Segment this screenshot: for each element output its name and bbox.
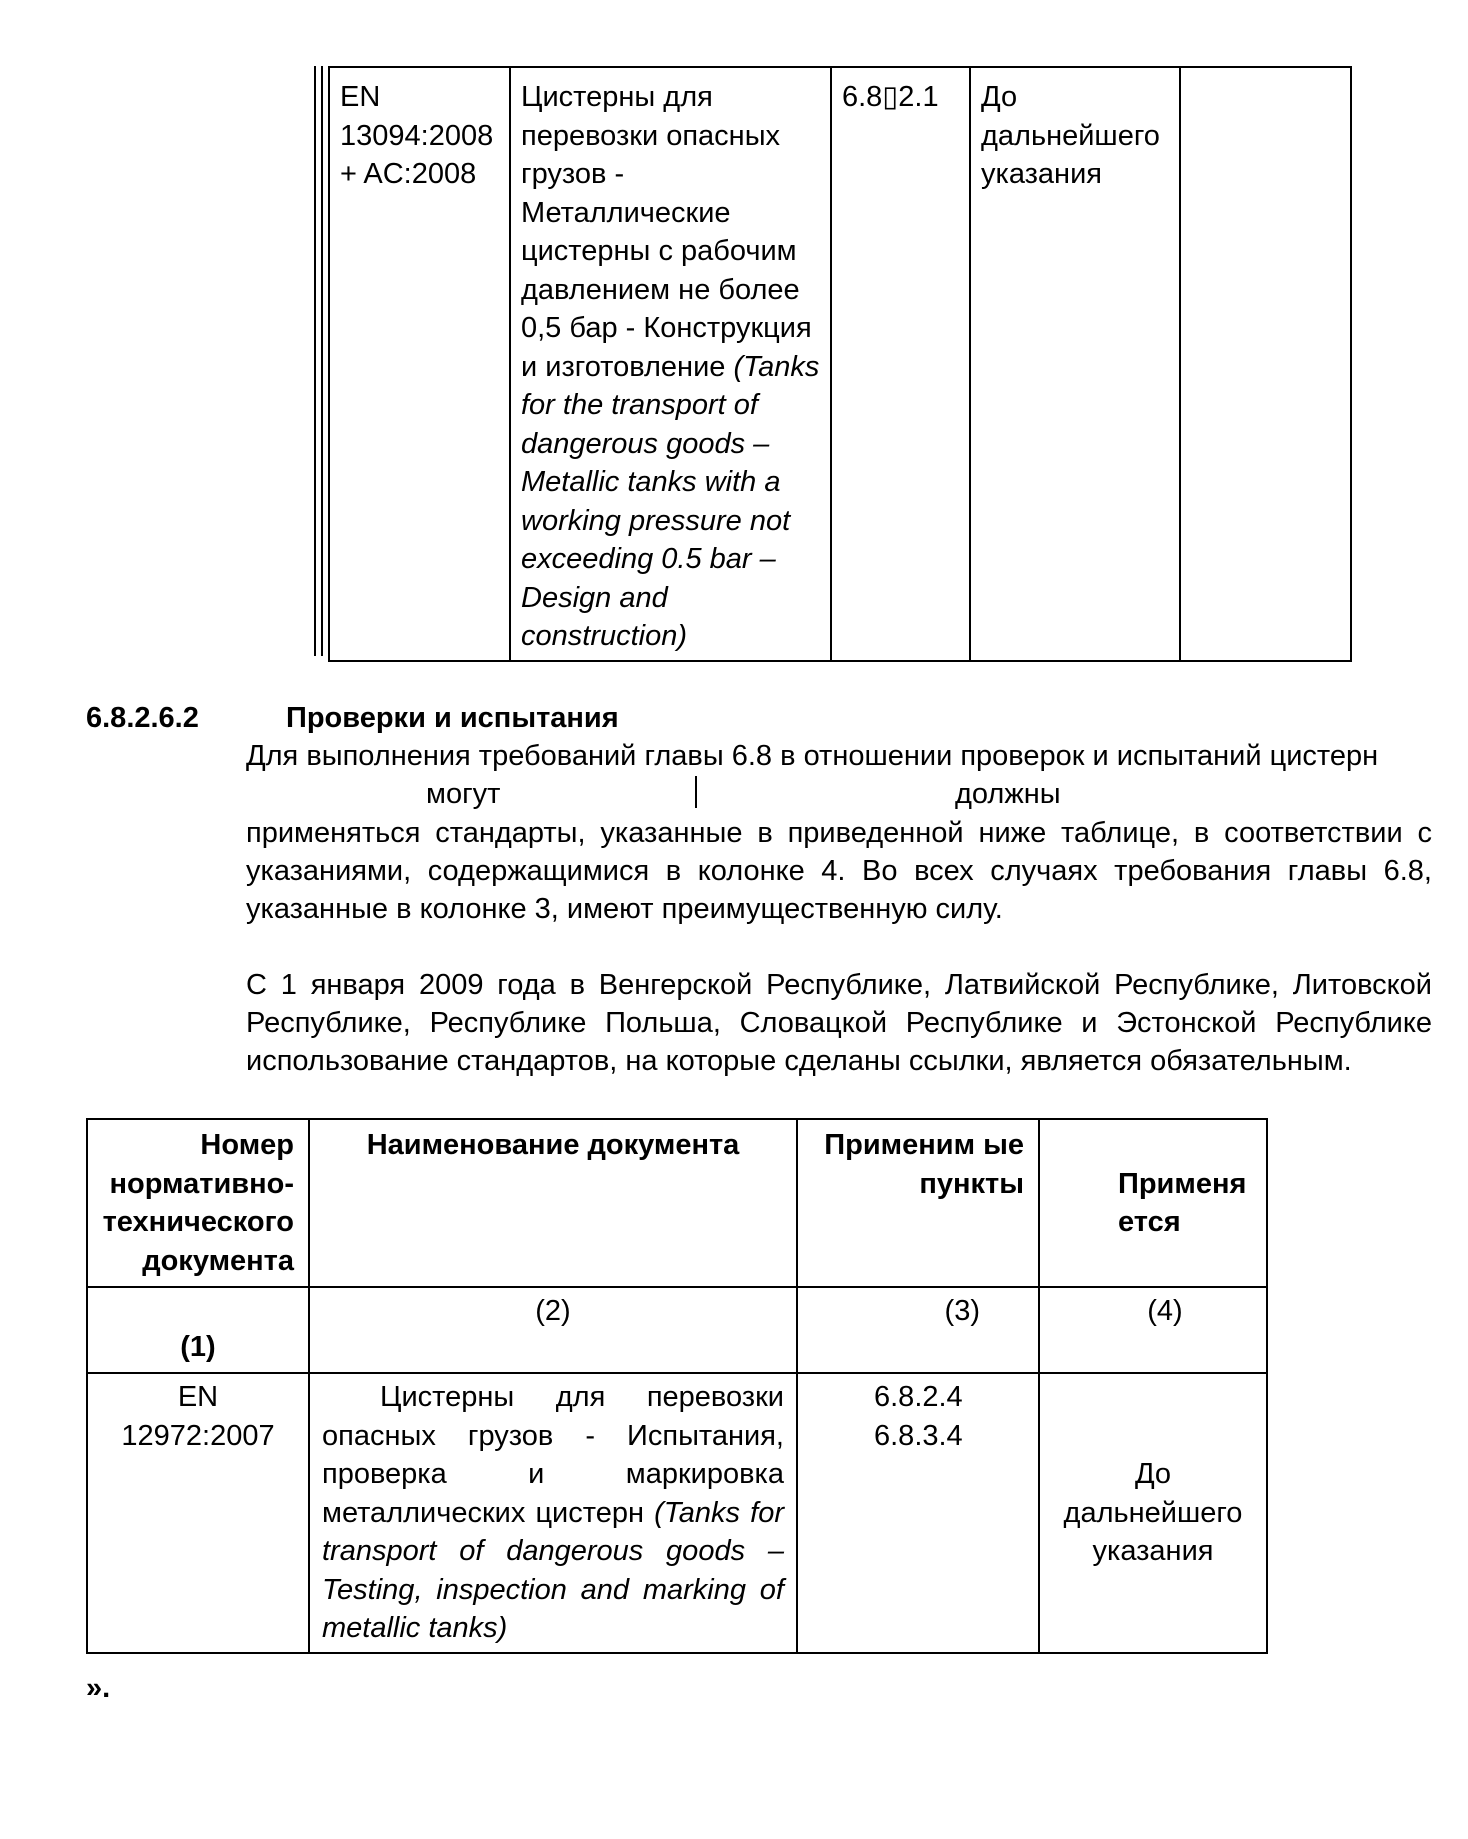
column-number-4: (4) <box>1039 1287 1267 1373</box>
standard-code: EN 13094:2008 + AC:2008 <box>340 81 494 190</box>
standard-code-cell <box>87 1373 309 1653</box>
header-clauses: Применим ые пункты <box>797 1119 1039 1287</box>
section-intro-line: Для выполнения требований главы 6.8 в отношении проверок и испытаний цистерн <box>246 740 1379 772</box>
standard-title-cell <box>510 67 831 661</box>
change-bar-right <box>321 66 323 656</box>
section-title: Проверки и испытания <box>286 702 619 734</box>
standard-title-en: (Tanks for transport of dangerous goods – Testing, inspection and marking of metallic tanks) <box>322 1496 784 1644</box>
standard-title-ru: Цистерны для перевозки опасных грузов - Испытания, проверка и маркировка металлических цистерн <box>322 1381 784 1529</box>
section-paragraph-1: применяться стандарты, указанные в приведенной ниже таблице, в соответствии с указаниями, содержащимися в колонке 4. Во всех случаях требования главы 6.8, указанные в колонке 3, имеют преимущественную силу. <box>246 817 1432 925</box>
header-applicability: Применя ется <box>1039 1119 1267 1287</box>
standard-title-ru: Цистерны для перевозки опасных грузов - Металлические цистерны с рабочим давлением не более 0,5 бар - Конструкция и изготовление <box>521 81 812 383</box>
empty-cell <box>1180 67 1351 661</box>
applicability-text: До дальнейшего указания <box>981 81 1160 190</box>
standard-title-en: (Tanks for the transport of dangerous goods – Metallic tanks with a working pressure not exceeding 0.5 bar – Design and construction) <box>521 350 820 652</box>
header-doc-name: Наименование документа <box>309 1119 797 1287</box>
applicability-text: До дальнейшего указания <box>1063 1458 1243 1568</box>
standard-title-cell <box>309 1373 797 1653</box>
column-number-row <box>87 1287 1267 1373</box>
change-bar-left <box>314 66 316 656</box>
section-number: 6.8.2.6.2 <box>86 702 199 734</box>
column-number-2: (2) <box>309 1287 797 1373</box>
inspection-standards-table <box>86 1118 1268 1654</box>
standard-code: EN 12972:2007 <box>121 1381 275 1452</box>
option-may: могут <box>426 778 501 810</box>
table-header-row <box>87 1119 1267 1287</box>
table-row <box>329 67 1351 661</box>
table-row <box>87 1373 1267 1653</box>
option-separator <box>695 776 697 808</box>
clause-1: 6.8.2.4 <box>874 1381 963 1413</box>
applicable-clauses: 6.8▯2.1 <box>842 81 939 113</box>
applicability-cell <box>970 67 1180 661</box>
column-number-3: (3) <box>797 1287 1039 1373</box>
column-number-1: (1) <box>87 1287 309 1373</box>
clause-2: 6.8.3.4 <box>874 1419 963 1452</box>
section-paragraph-2: С 1 января 2009 года в Венгерской Республике, Латвийской Республике, Литовской Республике, Республике Польша, Словацкой Республике и Эстонской Республике использование стандартов, на которые сделаны ссылки, является обязательным. <box>246 969 1432 1077</box>
applicability-cell <box>1039 1373 1267 1653</box>
closing-quote: ». <box>86 1672 111 1704</box>
top-standards-table <box>328 66 1352 662</box>
header-doc-number: Номер нормативно-технического документа <box>87 1119 309 1287</box>
option-must: должны <box>955 778 1061 810</box>
clauses-cell <box>831 67 970 661</box>
clauses-cell <box>797 1373 1039 1653</box>
standard-code-cell <box>329 67 510 661</box>
